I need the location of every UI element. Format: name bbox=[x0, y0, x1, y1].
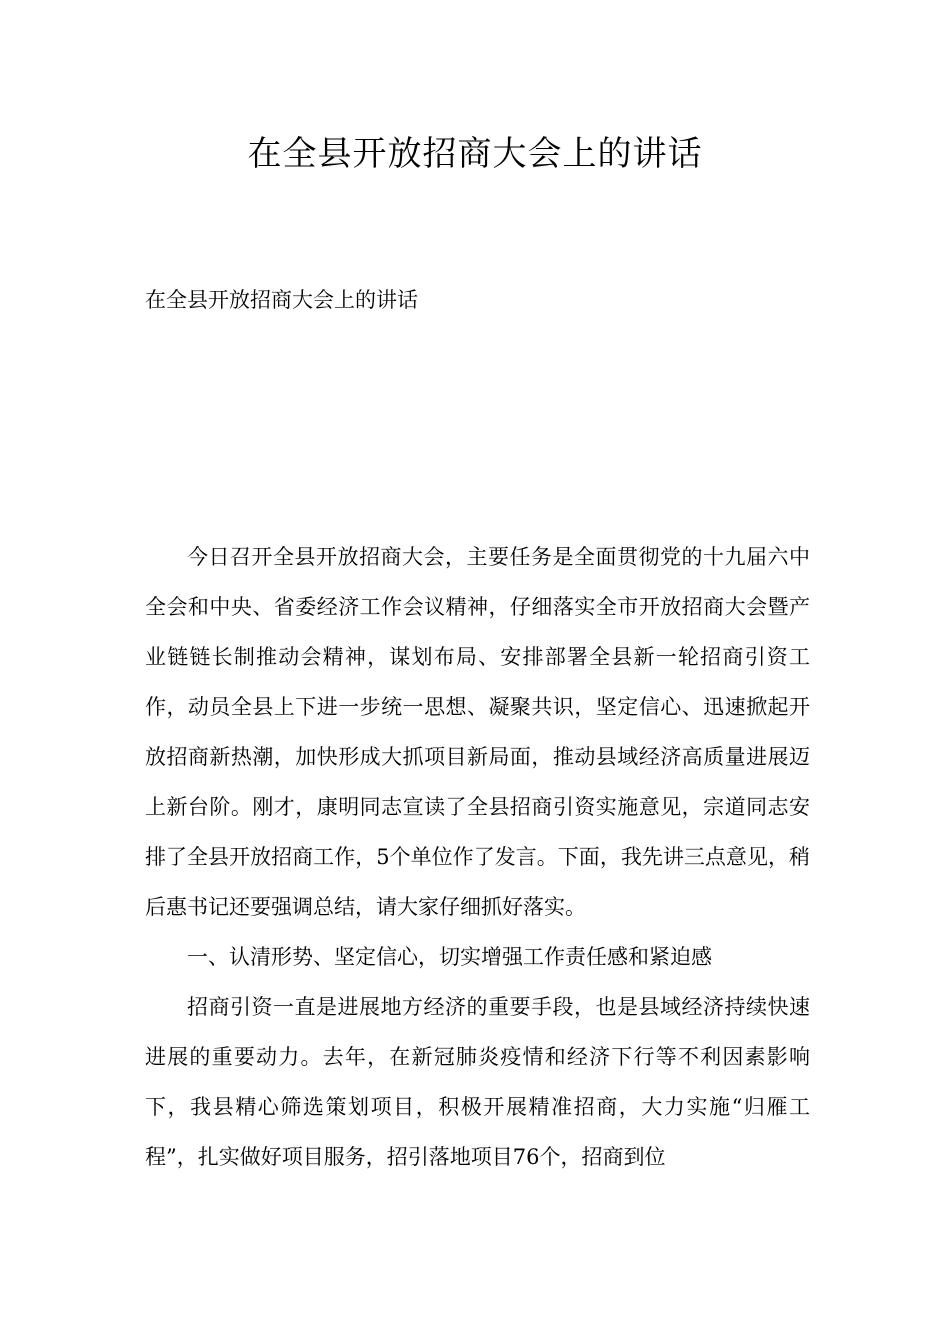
section-heading-1: 一、认清形势、坚定信心，切实增强工作责任感和紧迫感 bbox=[187, 945, 712, 969]
paragraph-section-1: 招商引资一直是进展地方经济的重要手段，也是县域经济持续快速进展的重要动力。去年，在新冠肺炎疫情和经济下行等不利因素影响下，我县精心筛选策划项目，积极开展精准招商，大力实施“归雁工程”，扎实做好项目服务，招引落地项目76个，招商到位 bbox=[145, 995, 810, 1169]
document-title: 在全县开放招商大会上的讲话 bbox=[247, 134, 703, 174]
document-body bbox=[145, 532, 810, 1182]
paragraph-intro: 今日召开全县开放招商大会，主要任务是全面贯彻党的十九届六中全会和中央、省委经济工作会议精神，仔细落实全市开放招商大会暨产业链链长制推动会精神，谋划布局、安排部署全县新一轮招商引资工作，动员全县上下进一步统一思想、凝聚共识，坚定信心、迅速掀起开放招商新热潮，加快形成大抓项目新局面，推动县域经济高质量进展迈上新台阶。刚才，康明同志宣读了全县招商引资实施意见，宗道同志安排了全县开放招商工作，5个单位作了发言。下面，我先讲三点意见，稍后惠书记还要强调总结，请大家仔细抓好落实。 bbox=[145, 545, 810, 919]
document-subtitle: 在全县开放招商大会上的讲话 bbox=[145, 288, 418, 312]
